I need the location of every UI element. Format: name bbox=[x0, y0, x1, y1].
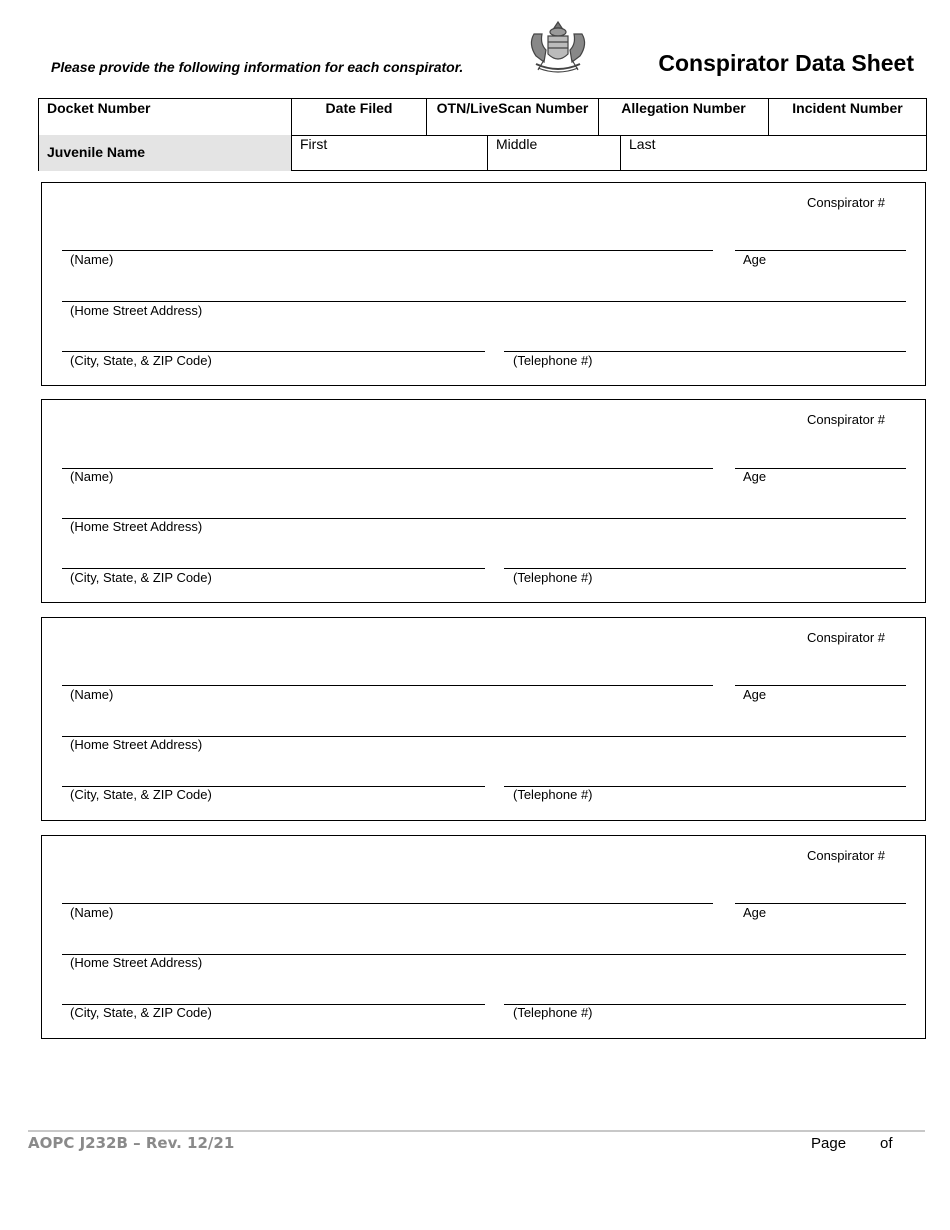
conspirator-number-label[interactable]: Conspirator # bbox=[806, 848, 885, 863]
conspirator-block bbox=[41, 399, 926, 603]
allegation-number-label: Allegation Number bbox=[621, 100, 746, 116]
telephone-label: (Telephone #) bbox=[513, 353, 593, 368]
age-label: Age bbox=[743, 252, 767, 267]
incident-number-cell[interactable] bbox=[768, 99, 926, 135]
address-label: (Home Street Address) bbox=[70, 737, 203, 752]
form-id: AOPC J232B – Rev. 12/21 bbox=[28, 1134, 235, 1152]
age-label: Age bbox=[743, 469, 767, 484]
juvenile-name-cell bbox=[39, 135, 291, 171]
juvenile-first-name-field[interactable] bbox=[291, 135, 487, 171]
date-filed-cell[interactable] bbox=[291, 99, 426, 135]
telephone-line[interactable] bbox=[504, 568, 906, 569]
conspirator-block bbox=[41, 182, 926, 386]
allegation-number-cell[interactable] bbox=[598, 99, 768, 135]
age-line[interactable] bbox=[735, 903, 906, 904]
address-label: (Home Street Address) bbox=[70, 519, 203, 534]
telephone-label: (Telephone #) bbox=[513, 787, 593, 802]
city-line[interactable] bbox=[62, 351, 485, 352]
telephone-label: (Telephone #) bbox=[513, 570, 593, 585]
footer-divider bbox=[28, 1130, 925, 1132]
first-name-label: First bbox=[300, 136, 328, 152]
instruction-text: Please provide the following information for each conspirator. bbox=[51, 59, 464, 75]
juvenile-middle-name-field[interactable] bbox=[487, 135, 620, 171]
age-label: Age bbox=[743, 687, 767, 702]
case-info-table bbox=[38, 98, 927, 171]
last-name-label: Last bbox=[629, 136, 656, 152]
conspirator-number-label[interactable]: Conspirator # bbox=[806, 195, 885, 210]
juvenile-name-label: Juvenile Name bbox=[47, 144, 146, 160]
date-filed-label: Date Filed bbox=[325, 100, 393, 116]
conspirator-number-label[interactable]: Conspirator # bbox=[806, 412, 885, 427]
middle-name-label: Middle bbox=[496, 136, 538, 152]
name-line[interactable] bbox=[62, 468, 713, 469]
age-line[interactable] bbox=[735, 685, 906, 686]
age-line[interactable] bbox=[735, 250, 906, 251]
address-line[interactable] bbox=[62, 301, 906, 302]
city-line[interactable] bbox=[62, 568, 485, 569]
city-label: (City, State, & ZIP Code) bbox=[70, 353, 212, 368]
city-label: (City, State, & ZIP Code) bbox=[70, 570, 212, 585]
city-label: (City, State, & ZIP Code) bbox=[70, 1005, 212, 1020]
address-label: (Home Street Address) bbox=[70, 955, 203, 970]
name-line[interactable] bbox=[62, 250, 713, 251]
name-label: (Name) bbox=[70, 687, 114, 702]
telephone-label: (Telephone #) bbox=[513, 1005, 593, 1020]
otn-livescan-cell[interactable] bbox=[426, 99, 598, 135]
name-label: (Name) bbox=[70, 252, 114, 267]
telephone-line[interactable] bbox=[504, 351, 906, 352]
conspirator-block bbox=[41, 617, 926, 821]
docket-number-cell[interactable] bbox=[39, 99, 291, 135]
name-label: (Name) bbox=[70, 469, 114, 484]
name-line[interactable] bbox=[62, 903, 713, 904]
docket-number-label: Docket Number bbox=[47, 100, 151, 116]
name-line[interactable] bbox=[62, 685, 713, 686]
age-label: Age bbox=[743, 905, 767, 920]
juvenile-last-name-field[interactable] bbox=[620, 135, 926, 171]
conspirator-block bbox=[41, 835, 926, 1039]
page-title: Conspirator Data Sheet bbox=[658, 50, 914, 76]
otn-livescan-label: OTN/LiveScan Number bbox=[436, 100, 589, 116]
incident-number-label: Incident Number bbox=[792, 100, 903, 116]
conspirator-number-label[interactable]: Conspirator # bbox=[806, 630, 885, 645]
pennsylvania-coat-of-arms-icon bbox=[524, 20, 592, 76]
city-label: (City, State, & ZIP Code) bbox=[70, 787, 212, 802]
of-label: of bbox=[880, 1135, 893, 1152]
page-label: Page bbox=[811, 1135, 847, 1152]
name-label: (Name) bbox=[70, 905, 114, 920]
address-label: (Home Street Address) bbox=[70, 303, 203, 318]
